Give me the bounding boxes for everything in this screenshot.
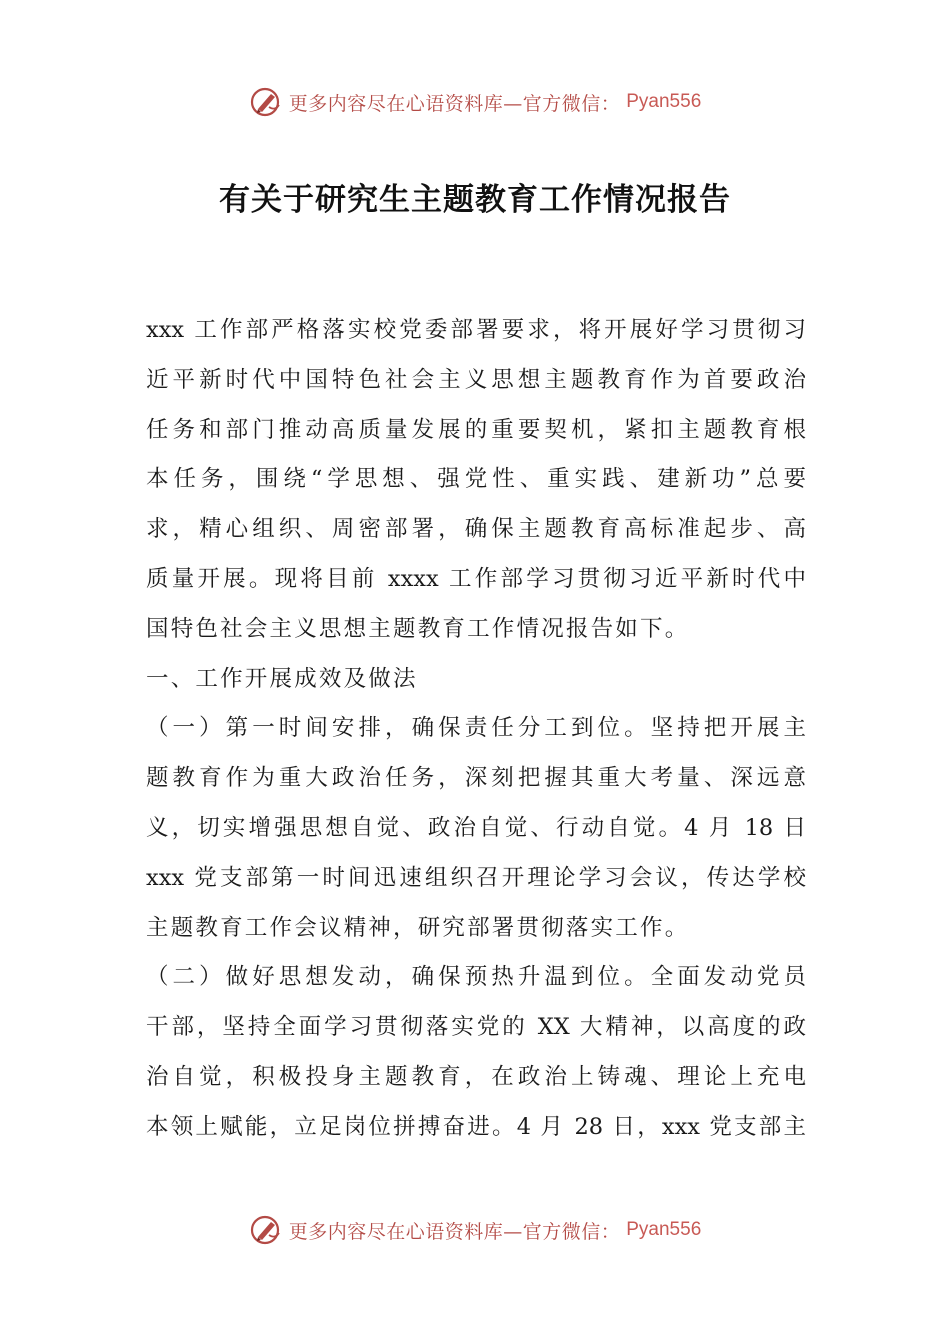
pen-logo-icon (249, 1213, 283, 1247)
text-line: 治自觉，积极投身主题教育，在政治上铸魂、理论上充电 (146, 1063, 806, 1090)
text-line: 近平新时代中国特色社会主义思想主题教育作为首要政治 (146, 366, 806, 393)
text-line: 本领上赋能，立足岗位拼搏奋进。4 月 28 日，xxx 党支部主 (146, 1113, 806, 1140)
watermark-wechat-id: Pyan556 (626, 91, 702, 112)
document-title: 有关于研究生主题教育工作情况报告 (219, 182, 731, 218)
text-line: 干部，坚持全面学习贯彻落实党的 XX 大精神，以高度的政 (146, 1014, 806, 1041)
text-line: 国特色社会主义思想主题教育工作情况报告如下。 (146, 615, 690, 642)
pen-logo-icon (249, 85, 283, 119)
text-line: 任务和部门推动高质量发展的重要契机，紧扣主题教育根 (146, 416, 806, 443)
text-line: 题教育作为重大政治任务，深刻把握其重大考量、深远意 (146, 765, 806, 792)
document-body (146, 306, 806, 1153)
watermark-bottom (0, 1210, 950, 1250)
text-line: 义，切实增强思想自觉、政治自觉、行动自觉。4 月 18 日 (146, 814, 806, 841)
text-line: xxx 工作部严格落实校党委部署要求，将开展好学习贯彻习 (146, 317, 806, 343)
text-line: 求，精心组织、周密部署，确保主题教育高标准起步、高 (146, 516, 806, 543)
watermark-top (0, 82, 950, 122)
text-line: （一）第一时间安排，确保责任分工到位。坚持把开展主 (146, 715, 806, 742)
text-line: 本任务，围绕“学思想、强党性、重实践、建新功”总要 (146, 466, 806, 493)
watermark-wechat-id: Pyan556 (626, 1219, 702, 1240)
text-line: （二）做好思想发动，确保预热升温到位。全面发动党员 (146, 964, 806, 991)
watermark-text: 更多内容尽在心语资料库—官方微信： (288, 92, 621, 115)
watermark-text: 更多内容尽在心语资料库—官方微信： (288, 1220, 621, 1243)
text-line: 一、工作开展成效及做法 (146, 665, 418, 692)
text-line: xxx 党支部第一时间迅速组织召开理论学习会议，传达学校 (146, 864, 806, 891)
text-line: 质量开展。现将目前 xxxx 工作部学习贯彻习近平新时代中 (146, 565, 806, 592)
text-line: 主题教育工作会议精神，研究部署贯彻落实工作。 (146, 914, 690, 941)
